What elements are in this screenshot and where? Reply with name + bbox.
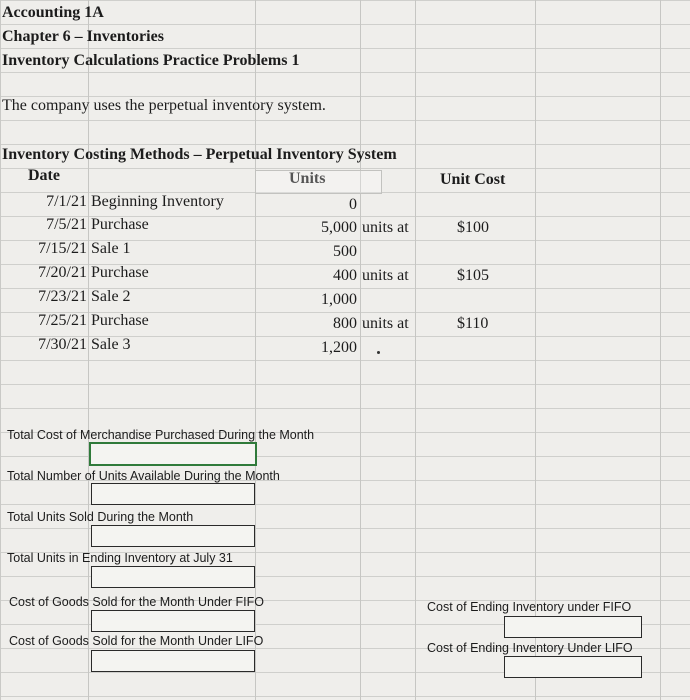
answer-total-cost-purchased[interactable] [89, 442, 257, 466]
row-description: Purchase [91, 264, 149, 281]
column-header-units: Units [289, 170, 326, 187]
row-units: 1,000 [321, 291, 357, 308]
question-total-cost-purchased: Total Cost of Merchandise Purchased During the Month [7, 428, 315, 442]
column-header-date: Date [28, 167, 60, 184]
answer-cogs-fifo[interactable] [91, 610, 255, 632]
row-date: 7/5/21 [46, 216, 87, 233]
grid-column-line [535, 0, 536, 700]
table-title: Inventory Costing Methods – Perpetual Inventory System [2, 146, 397, 163]
row-description: Sale 1 [91, 240, 131, 257]
course-title: Accounting 1A [2, 4, 104, 21]
answer-ending-inventory-fifo[interactable] [504, 616, 642, 638]
row-units-at: units at [362, 315, 409, 332]
selected-cell[interactable] [255, 170, 382, 194]
answer-cogs-lifo[interactable] [91, 650, 255, 672]
row-units: 800 [333, 315, 357, 332]
row-units: 400 [333, 267, 357, 284]
row-date: 7/20/21 [38, 264, 87, 281]
row-units: 5,000 [321, 219, 357, 236]
row-units: 500 [333, 243, 357, 260]
row-units: 0 [349, 196, 357, 213]
question-cogs-lifo: Cost of Goods Sold for the Month Under LIFO [9, 634, 264, 648]
answer-ending-units[interactable] [91, 566, 255, 588]
intro-text: The company uses the perpetual inventory system. [2, 97, 326, 114]
row-date: 7/23/21 [38, 288, 87, 305]
question-ending-inventory-fifo: Cost of Ending Inventory under FIFO [427, 600, 632, 614]
row-description: Sale 2 [91, 288, 131, 305]
answer-units-available[interactable] [91, 483, 255, 505]
row-date: 7/30/21 [38, 336, 87, 353]
grid-column-line [415, 0, 416, 700]
row-units: 1,200 [321, 339, 357, 356]
row-description: Purchase [91, 216, 149, 233]
question-units-sold: Total Units Sold During the Month [7, 510, 194, 524]
stray-mark [377, 351, 380, 354]
row-units-at: units at [362, 267, 409, 284]
column-header-unit-cost: Unit Cost [440, 171, 506, 188]
question-ending-inventory-lifo: Cost of Ending Inventory Under LIFO [427, 641, 633, 655]
problem-set-title: Inventory Calculations Practice Problems 1 [2, 52, 300, 69]
row-date: 7/15/21 [38, 240, 87, 257]
chapter-title: Chapter 6 – Inventories [2, 28, 164, 45]
question-ending-units: Total Units in Ending Inventory at July 31 [7, 551, 233, 565]
row-description: Purchase [91, 312, 149, 329]
question-cogs-fifo: Cost of Goods Sold for the Month Under FIFO [9, 595, 264, 609]
row-date: 7/25/21 [38, 312, 87, 329]
row-description: Beginning Inventory [91, 193, 224, 210]
question-units-available: Total Number of Units Available During the Month [7, 469, 280, 483]
grid-column-line [660, 0, 661, 700]
answer-units-sold[interactable] [91, 525, 255, 547]
row-date: 7/1/21 [46, 193, 87, 210]
row-description: Sale 3 [91, 336, 131, 353]
grid-column-line [360, 0, 361, 700]
row-units-at: units at [362, 219, 409, 236]
answer-ending-inventory-lifo[interactable] [504, 656, 642, 678]
row-unit-cost: $105 [457, 267, 489, 284]
row-unit-cost: $100 [457, 219, 489, 236]
row-unit-cost: $110 [457, 315, 489, 332]
